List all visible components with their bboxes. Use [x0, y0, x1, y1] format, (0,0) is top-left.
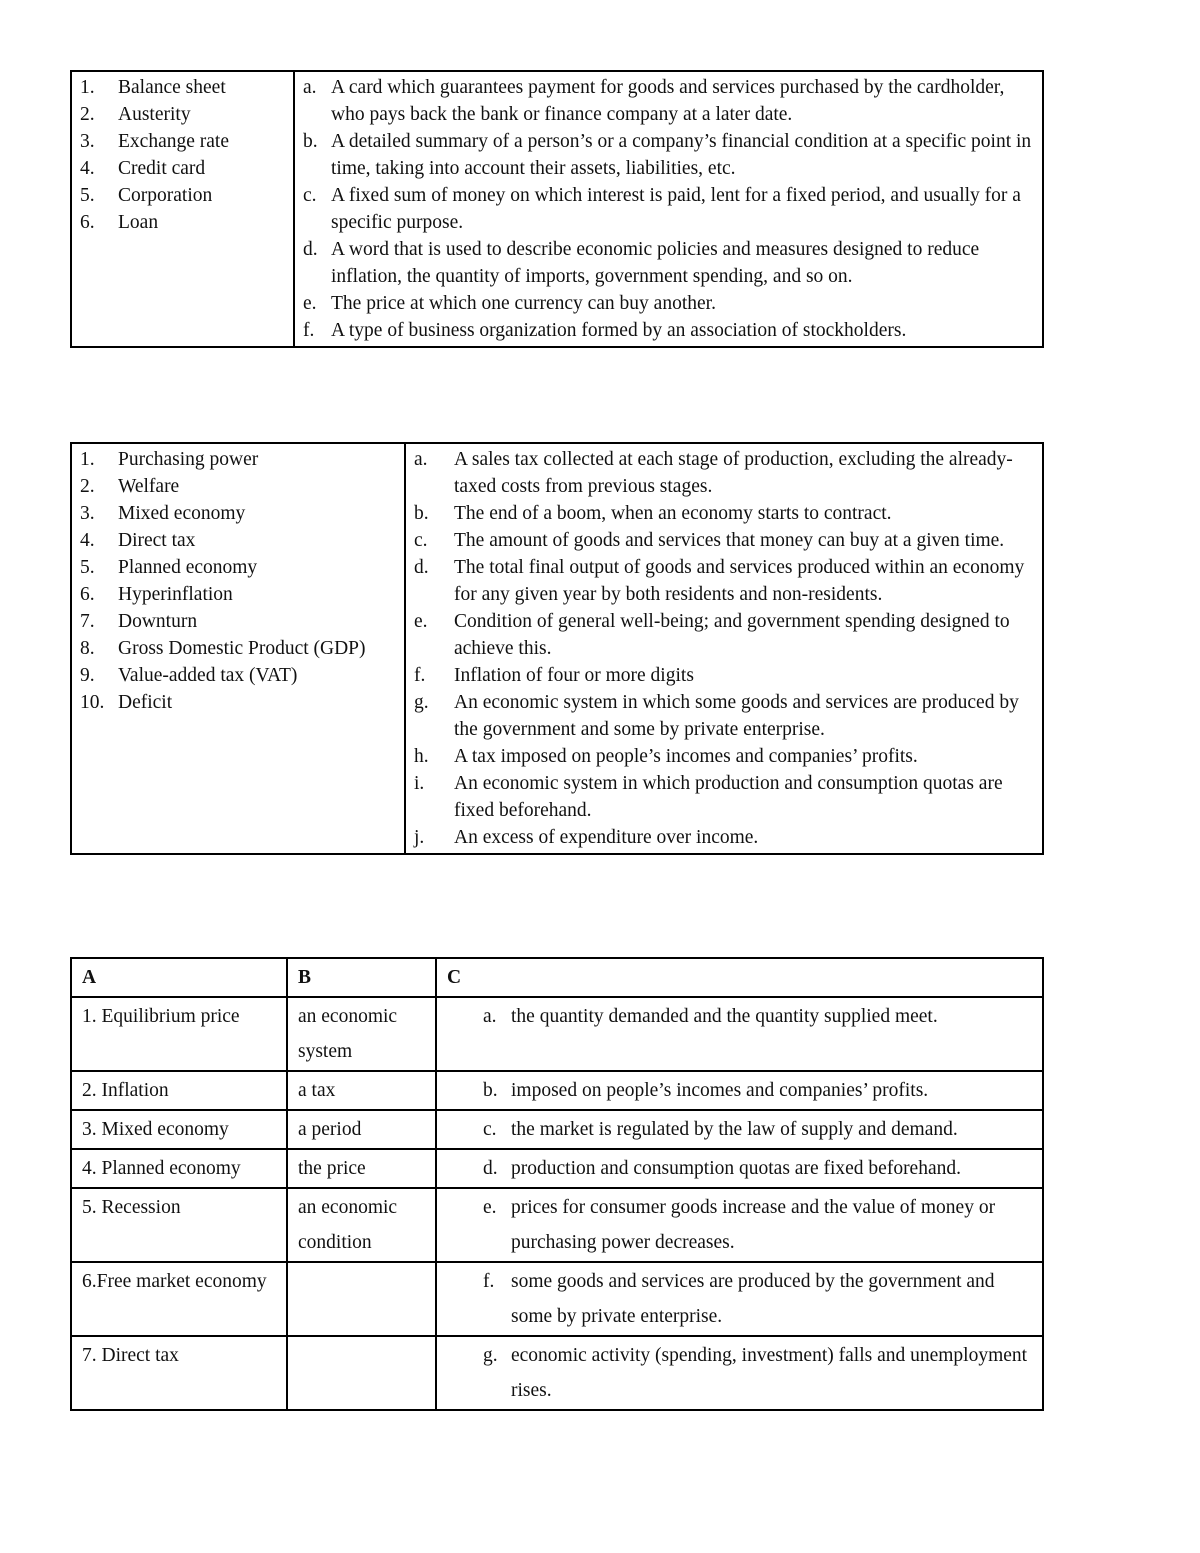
definition-item: j. An excess of expenditure over income. [414, 827, 759, 848]
term-item: 6. Loan [80, 212, 159, 233]
term-item: 10. Deficit [80, 692, 173, 713]
term-item: 3. Exchange rate [80, 131, 229, 152]
item-text: economic activity (spending, investment) falls and unemployment rises. [511, 1345, 1028, 1401]
column-header-a: A [71, 958, 287, 997]
term-item: 5. Corporation [80, 185, 213, 206]
definition-item: h. A tax imposed on people’s incomes and companies’ profits. [414, 746, 918, 767]
item-text: imposed on people’s incomes and companies’ profits. [511, 1080, 929, 1101]
matching-table-1 [70, 70, 1044, 348]
definition-item: g. An economic system in which some goods and services are produced by the government and some by private enterprise. [414, 692, 1019, 740]
cell-b: an economic condition [287, 1188, 436, 1262]
cell-c [436, 1188, 1043, 1262]
term-item: 7. Downturn [80, 611, 198, 632]
definition-item: d. The total final output of goods and services produced within an economy for any given year by both residents and non-residents. [414, 557, 1025, 605]
matching-table-3 [70, 957, 1044, 1411]
cell-a: 3. Mixed economy [71, 1110, 287, 1149]
definition-item: e. Condition of general well-being; and government spending designed to achieve this. [414, 611, 1010, 659]
cell-b [287, 1336, 436, 1410]
table-row [71, 1336, 1043, 1410]
term-item: 8. Gross Domestic Product (GDP) [80, 638, 366, 659]
cell-c [436, 997, 1043, 1071]
table-row [71, 1071, 1043, 1110]
term-item: 1. Purchasing power [80, 449, 259, 470]
table-row [71, 1110, 1043, 1149]
definition-item: f. Inflation of four or more digits [414, 665, 694, 686]
term-item: 6. Hyperinflation [80, 584, 233, 605]
cell-c [436, 1262, 1043, 1336]
matching-table-2 [70, 442, 1044, 855]
cell-c [436, 1336, 1043, 1410]
item-text: the quantity demanded and the quantity supplied meet. [511, 1006, 938, 1027]
cell-b: a period [287, 1110, 436, 1149]
cell-b: an economic system [287, 997, 436, 1071]
table-row [71, 1188, 1043, 1262]
cell-b: a tax [287, 1071, 436, 1110]
cell-a: 6.Free market economy [71, 1262, 287, 1336]
table-row [71, 1149, 1043, 1188]
cell-a: 5. Recession [71, 1188, 287, 1262]
item-letter: e. [483, 1197, 497, 1218]
column-header-c: C [436, 958, 1043, 997]
cell-c [436, 1071, 1043, 1110]
column-header-b: B [287, 958, 436, 997]
cell-a: 2. Inflation [71, 1071, 287, 1110]
term-item: 2. Austerity [80, 104, 191, 125]
term-item: 1. Balance sheet [80, 77, 226, 98]
definition-item: i. An economic system in which production and consumption quotas are fixed beforehand. [414, 773, 1003, 821]
table-row [71, 997, 1043, 1071]
definition-item: c. A fixed sum of money on which interest is paid, lent for a fixed period, and usually for a specific purpose. [303, 185, 1021, 233]
item-letter: b. [483, 1080, 498, 1101]
item-letter: a. [483, 1006, 497, 1027]
table-header-row [71, 958, 1043, 997]
definition-item: d. A word that is used to describe economic policies and measures designed to reduce inflation, the quantity of imports, government spending, and so on. [303, 239, 980, 287]
term-item: 9. Value-added tax (VAT) [80, 665, 298, 686]
term-item: 2. Welfare [80, 476, 180, 497]
table-row [71, 1262, 1043, 1336]
item-letter: f. [483, 1271, 495, 1292]
definition-item: b. The end of a boom, when an economy starts to contract. [414, 503, 892, 524]
item-text: prices for consumer goods increase and the value of money or purchasing power decreases. [511, 1197, 996, 1253]
terms-column [71, 443, 405, 854]
definition-item: a. A card which guarantees payment for goods and services purchased by the cardholder, who pays back the bank or finance company at a later date. [303, 77, 1005, 125]
cell-c [436, 1149, 1043, 1188]
cell-c [436, 1110, 1043, 1149]
definition-item: a. A sales tax collected at each stage of production, excluding the already-taxed costs from previous stages. [414, 449, 1013, 497]
definition-item: b. A detailed summary of a person’s or a company’s financial condition at a specific point in time, taking into account their assets, liabilities, etc. [303, 131, 1032, 179]
cell-b [287, 1262, 436, 1336]
term-item: 4. Credit card [80, 158, 206, 179]
item-letter: d. [483, 1158, 498, 1179]
item-letter: g. [483, 1345, 498, 1366]
term-item: 5. Planned economy [80, 557, 258, 578]
definition-item: e. The price at which one currency can buy another. [303, 293, 716, 314]
term-item: 3. Mixed economy [80, 503, 246, 524]
item-text: some goods and services are produced by the government and some by private enterprise. [511, 1271, 995, 1327]
item-letter: c. [483, 1119, 497, 1140]
term-item: 4. Direct tax [80, 530, 196, 551]
terms-column [71, 71, 294, 347]
cell-a: 4. Planned economy [71, 1149, 287, 1188]
cell-b: the price [287, 1149, 436, 1188]
item-text: production and consumption quotas are fixed beforehand. [511, 1158, 961, 1179]
definition-item: c. The amount of goods and services that money can buy at a given time. [414, 530, 1005, 551]
cell-a: 7. Direct tax [71, 1336, 287, 1410]
item-text: the market is regulated by the law of supply and demand. [511, 1119, 958, 1140]
definition-item: f. A type of business organization formed by an association of stockholders. [303, 320, 907, 341]
cell-a: 1. Equilibrium price [71, 997, 287, 1071]
definitions-column [294, 71, 1043, 347]
definitions-column [405, 443, 1043, 854]
